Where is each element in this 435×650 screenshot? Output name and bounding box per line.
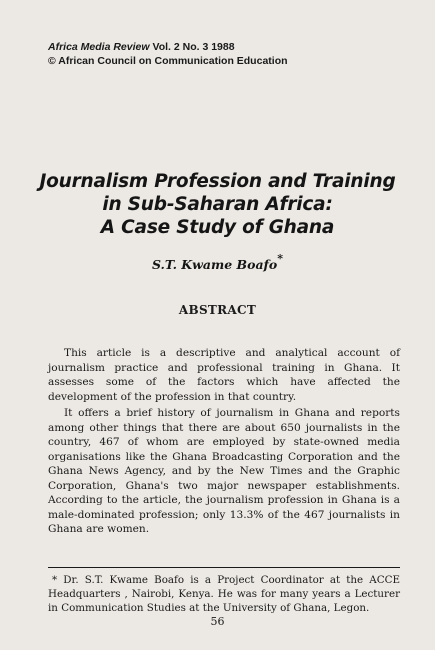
abstract-paragraph-1	[48, 346, 400, 404]
author-name	[0, 254, 435, 272]
copyright-notice: © African Council on Communication Education	[48, 55, 288, 67]
title-line-1: Journalism Profession and Training	[39, 171, 396, 192]
abstract-paragraph-2	[48, 406, 400, 537]
author-footnote-mark: *	[277, 252, 284, 265]
author-name-text: S.T. Kwame Boafo	[151, 257, 278, 273]
journal-name: Africa Media Review	[48, 41, 150, 53]
footnote-text: * Dr. S.T. Kwame Boafo is a Project Coordinator at the ACCE Headquarters , Nairobi, Kenya. He was for many years a Lecturer in Communication Studies at the University of Ghana, Legon.	[48, 574, 400, 614]
title-line-2: in Sub-Saharan Africa:	[102, 194, 333, 215]
article-title	[20, 170, 415, 239]
paragraph-text: This article is a descriptive and analytical account of journalism practice and professional training in Ghana. It assesses some of the factors which have affected the development of the profession in that country.	[48, 347, 400, 403]
page-number: 56	[210, 615, 225, 628]
paragraph-text: It offers a brief history of journalism in Ghana and reports among other things that there are about 650 journalists in the country, 467 of whom are employed by state-owned media organisations like the Ghana Broadcasting Corporation and the Ghana News Agency, and by the New Times and the Graphic Corporation, Ghana's two major newspaper establishments. According to the article, the journalism profession in Ghana is a male-dominated profession; only 13.3% of the 467 journalists in Ghana are women.	[48, 407, 400, 535]
journal-volume: Vol. 2 No. 3 1988	[152, 41, 235, 53]
author-footnote	[48, 573, 400, 615]
footnote-divider	[48, 567, 400, 568]
title-line-3: A Case Study of Ghana	[100, 217, 335, 238]
journal-citation	[48, 40, 288, 54]
abstract-heading: ABSTRACT	[178, 303, 257, 317]
journal-header	[48, 40, 288, 68]
